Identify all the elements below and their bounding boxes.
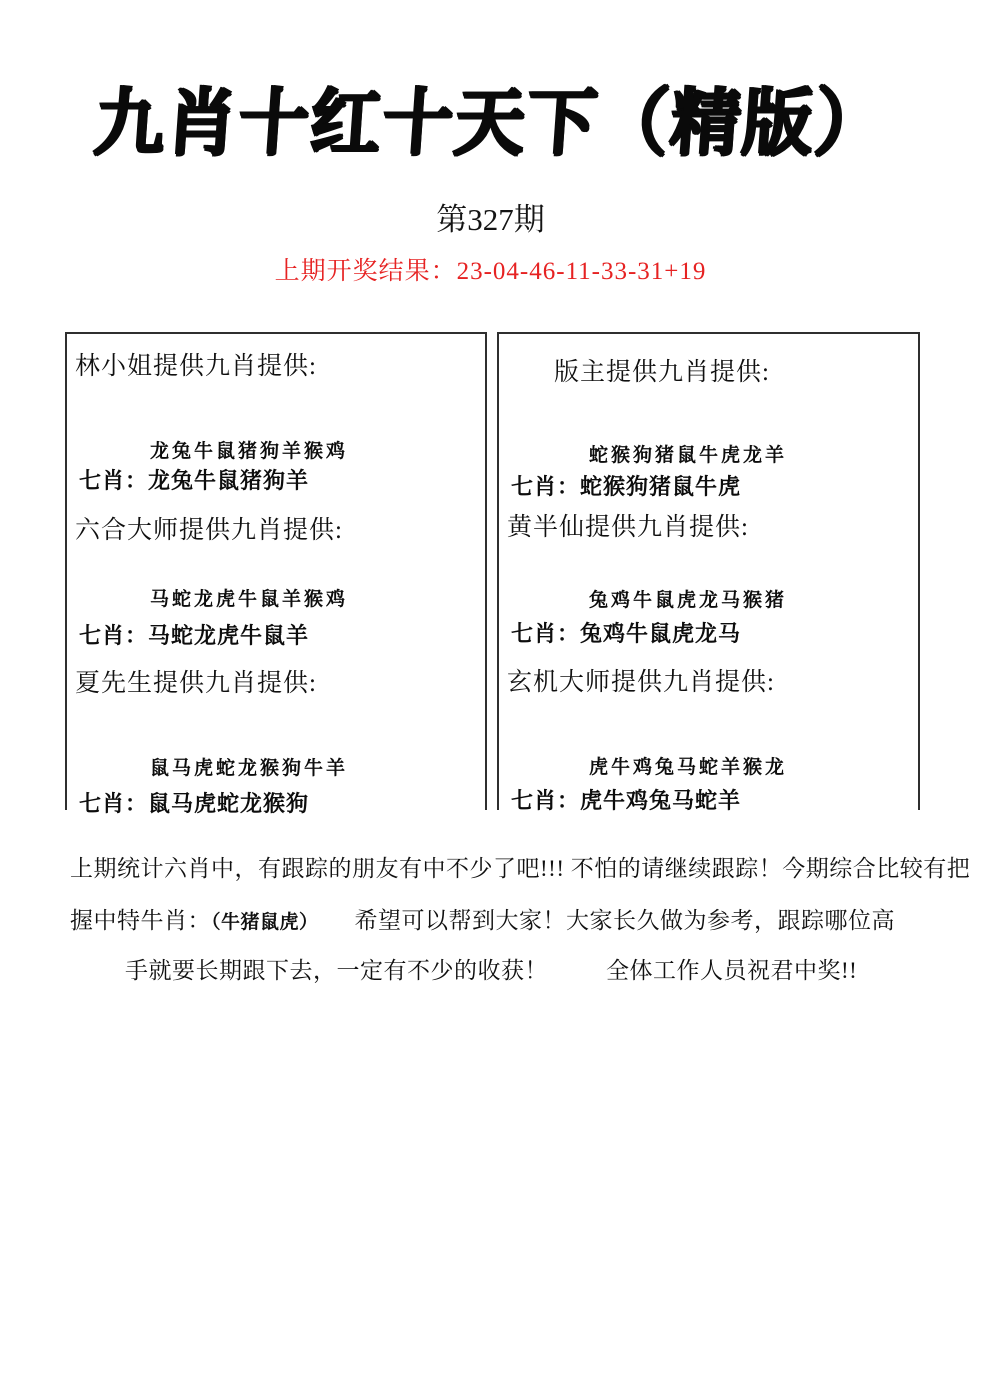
provider-name: 玄机大师提供九肖提供: [507,669,775,696]
provider-name: 林小姐提供九肖提供: [75,353,317,380]
page-title: 九肖十红十天下（精版） [91,83,889,164]
seven-zodiac-line: 七肖：鼠马虎蛇龙猴狗 [79,791,310,816]
nine-zodiac-line: 虎牛鸡兔马蛇羊猴龙 [589,757,788,778]
left-provider-panel [65,332,487,816]
seven-zodiac-line: 七肖：虎牛鸡兔马蛇羊 [511,788,742,813]
issue-number: 第327期 [436,202,545,237]
footer-line-3-left: 手就要长期跟下去，一定有不少的收获！ [125,958,548,983]
provider-name: 夏先生提供九肖提供: [75,670,317,697]
footer-line-2-rest: 希望可以帮到大家！大家长久做为参考，跟踪哪位高 [354,908,896,933]
footer-line-1: 上期统计六肖中，有跟踪的朋友有中不少了吧!!! 不怕的请继续跟踪！今期综合比较有把 [70,856,971,881]
seven-zodiac-line: 七肖：龙兔牛鼠猪狗羊 [79,468,310,493]
nine-zodiac-line: 马蛇龙虎牛鼠羊猴鸡 [150,589,349,610]
seven-zodiac-line: 七肖：兔鸡牛鼠虎龙马 [511,621,742,646]
provider-name: 版主提供九肖提供: [554,359,770,386]
seven-zodiac-line: 七肖：马蛇龙虎牛鼠羊 [79,623,310,648]
provider-name: 黄半仙提供九肖提供: [507,514,749,541]
nine-zodiac-line: 兔鸡牛鼠虎龙马猴猪 [589,590,788,611]
right-provider-panel [497,332,920,813]
nine-zodiac-line: 鼠马虎蛇龙猴狗牛羊 [150,758,349,779]
seven-zodiac-line: 七肖：蛇猴狗猪鼠牛虎 [511,474,742,499]
last-draw-numbers: 23-04-46-11-33-31+19 [456,258,707,285]
footer-line-2-prefix: 握中特牛肖： [70,908,211,933]
footer-line-2 [70,902,920,935]
footer-line-3-right: 全体工作人员祝君中奖!! [606,958,858,983]
last-draw-result [0,251,981,287]
nine-zodiac-line: 蛇猴狗猪鼠牛虎龙羊 [589,445,788,466]
special-zodiac-paren: （牛猪鼠虎） [211,912,319,933]
footer-line-3 [70,952,975,985]
provider-name: 六合大师提供九肖提供: [75,517,343,544]
nine-zodiac-line: 龙兔牛鼠猪狗羊猴鸡 [150,441,349,462]
last-draw-label: 上期开奖结果： [274,258,457,285]
